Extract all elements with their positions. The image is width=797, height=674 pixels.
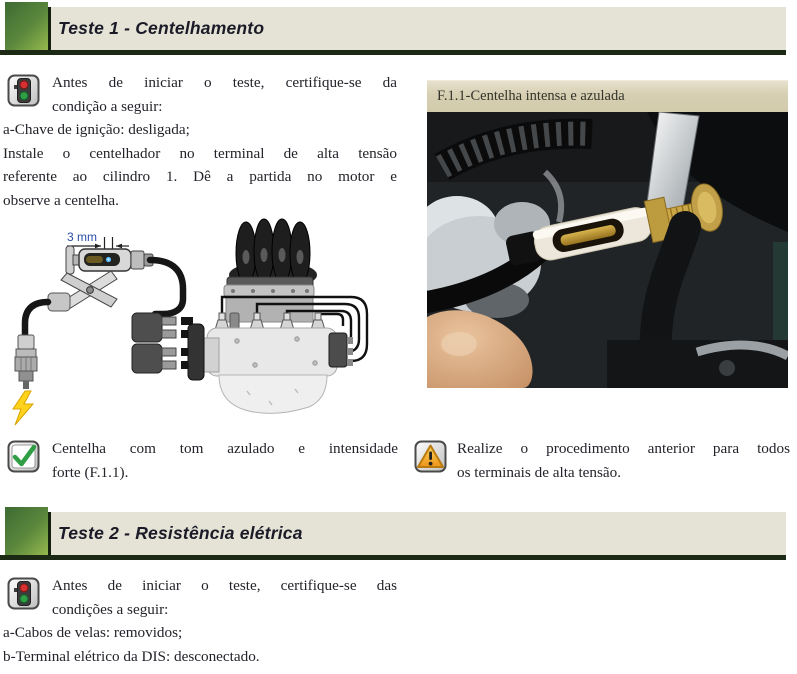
header-green-square <box>5 2 48 50</box>
spark-tester <box>66 246 153 274</box>
instruction-line3: observe a centelha. <box>3 191 119 209</box>
result-note-test1 <box>3 437 398 484</box>
figure-f11 <box>427 80 788 388</box>
warning-line2: os terminais de alta tensão. <box>457 463 622 481</box>
instruction-line1: Instale o centelhador no terminal de alta tensão <box>3 144 397 162</box>
result-line2: forte (F.1.1). <box>52 463 129 481</box>
header-rule <box>0 50 786 55</box>
precheck-item-a: a-Chave de ignição: desligada; <box>3 121 190 138</box>
plug-cable <box>25 302 48 335</box>
connector-blocks <box>132 313 193 373</box>
clamp <box>48 271 117 311</box>
precheck2-intro-line2: condições a seguir: <box>52 600 169 618</box>
instruction-line2: referente ao cilindro 1. Dê a partida no motor e <box>3 168 397 185</box>
section-header-test2 <box>0 505 797 561</box>
section-header-test1 <box>0 0 797 56</box>
section-title: Teste 1 - Centelhamento <box>58 18 265 38</box>
precheck-note-test1 <box>3 71 397 212</box>
header-green-square <box>5 507 48 555</box>
spark-tester-diagram <box>5 213 397 431</box>
precheck2-intro-line1: Antes de iniciar o teste, certifique-se das <box>52 577 397 594</box>
precheck2-item-a: a-Cabos de velas: removidos; <box>3 624 183 641</box>
traffic-light-icon <box>7 577 40 610</box>
result-line1: Centelha com tom azulado e intensidade <box>52 440 398 457</box>
engine-bay-photo <box>427 112 788 388</box>
engine-illustration <box>188 219 367 413</box>
warning-icon <box>414 440 447 473</box>
lightning-bolt-icon <box>13 391 33 425</box>
warning-line1: Realize o procedimento anterior para todos <box>457 440 790 457</box>
warning-note-test1 <box>410 437 790 484</box>
header-rule <box>0 555 786 560</box>
traffic-light-icon <box>7 74 40 107</box>
gap-label: 3 mm <box>67 230 97 244</box>
section-title: Teste 2 - Resistência elétrica <box>58 523 303 543</box>
check-icon <box>7 440 40 473</box>
precheck-note-test2 <box>3 574 397 668</box>
precheck2-item-b: b-Terminal elétrico da DIS: desconectado. <box>3 647 260 665</box>
figure-caption: F.1.1-Centelha intensa e azulada <box>427 80 788 112</box>
precheck-intro-line1: Antes de iniciar o teste, certifique-se da <box>52 74 397 91</box>
spark-plug <box>15 335 37 389</box>
tester-cable <box>150 260 183 314</box>
precheck-intro-line2: condição a seguir: <box>52 97 163 115</box>
